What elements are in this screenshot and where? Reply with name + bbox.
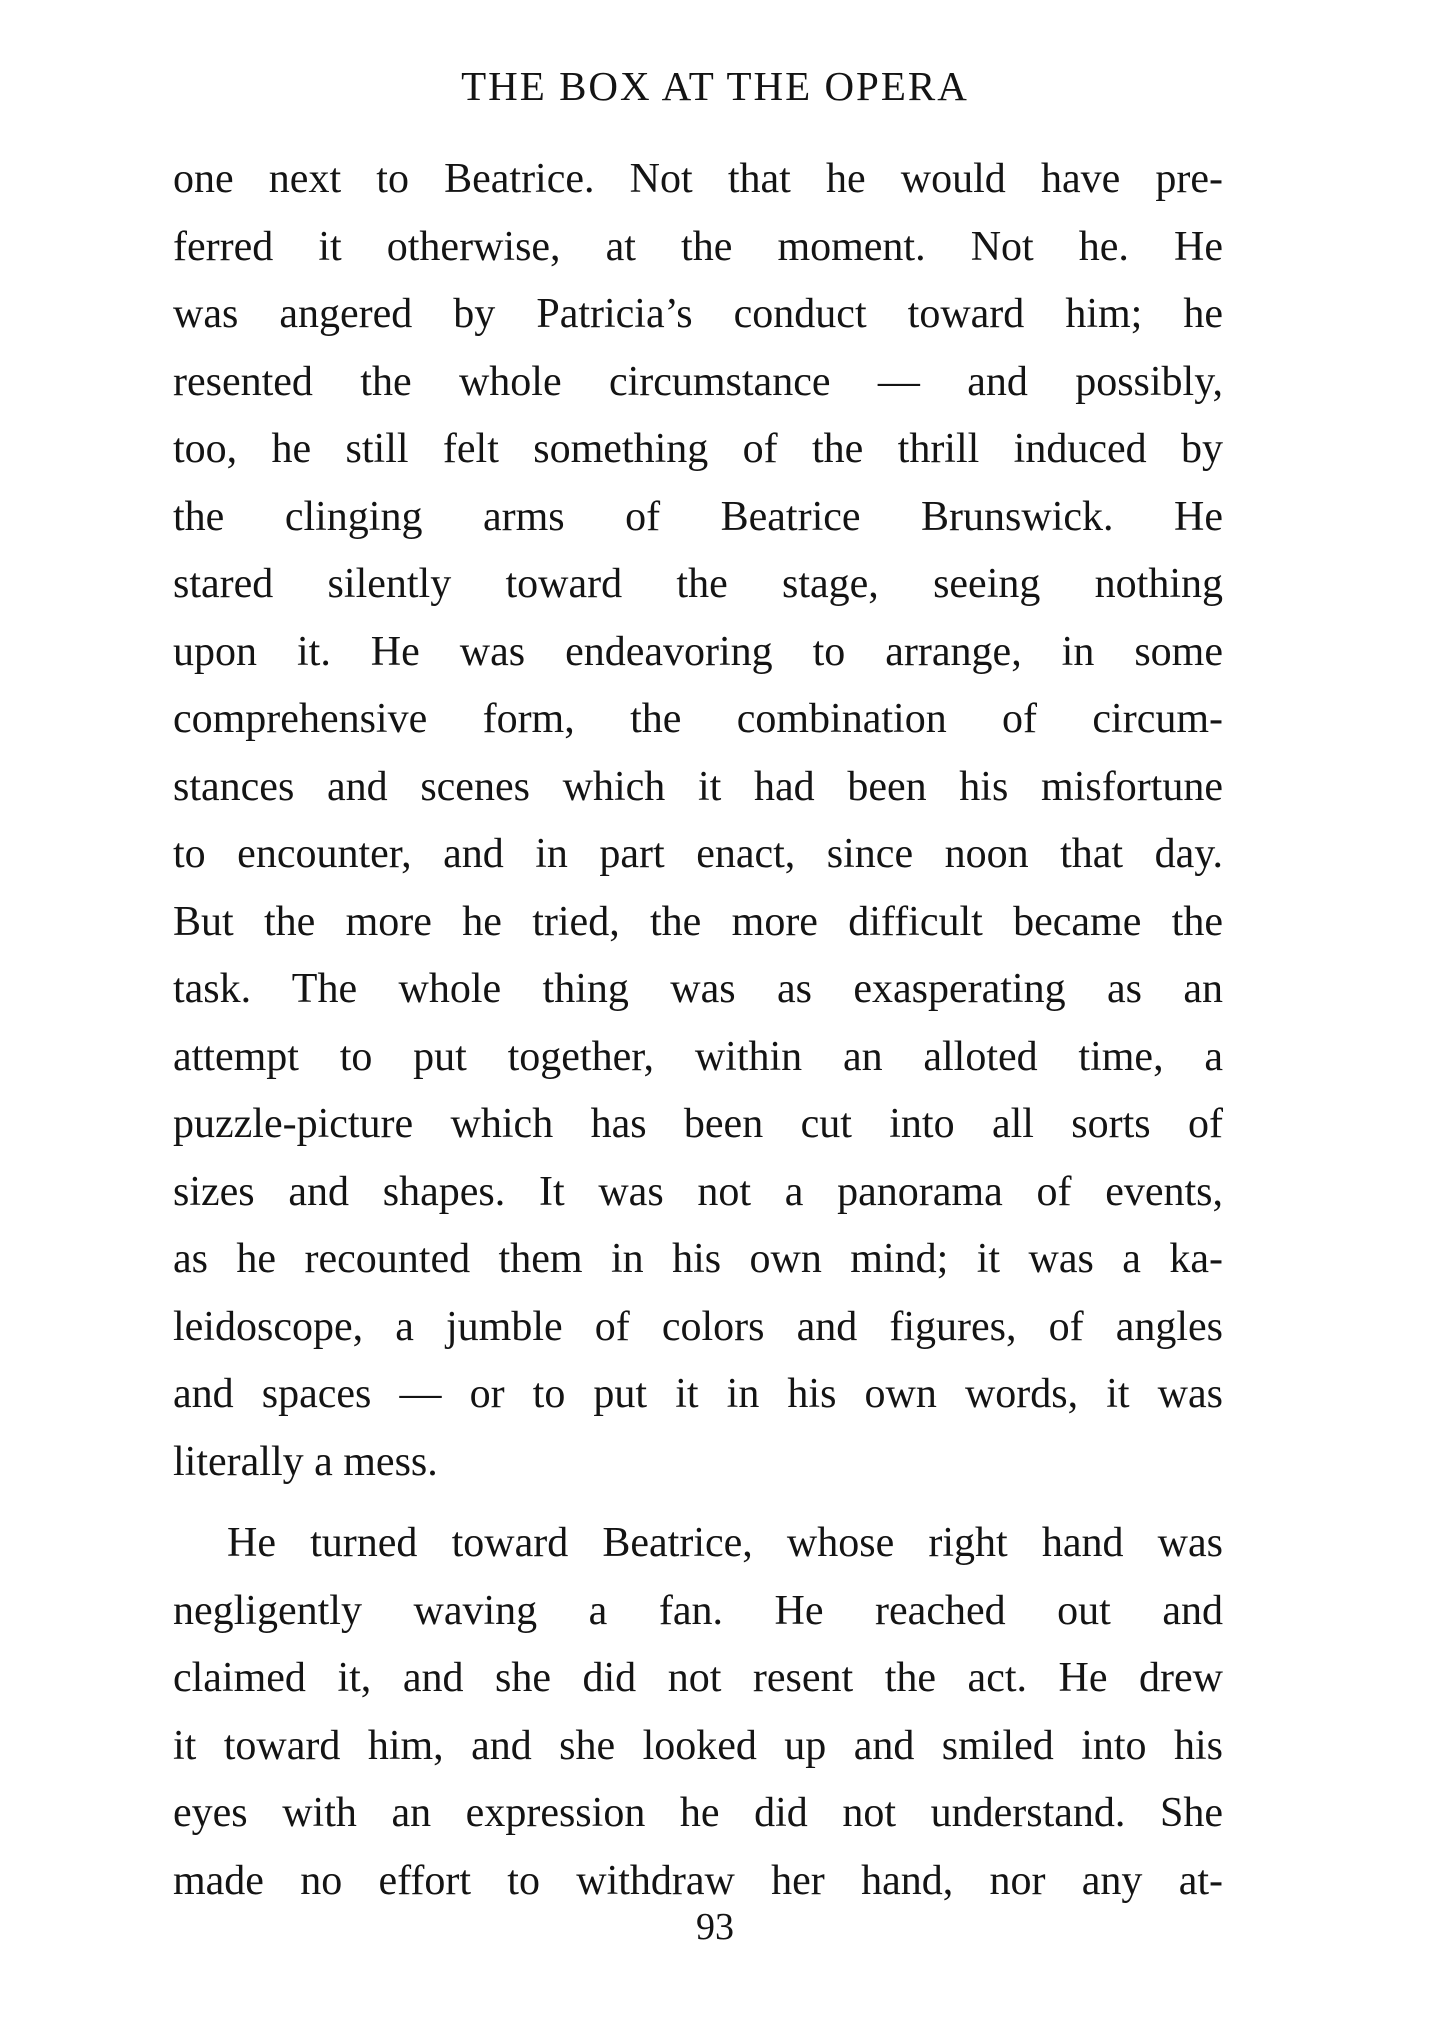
paragraph-gap xyxy=(173,1496,1223,1510)
text-line: made no effort to withdraw her hand, nor any at- xyxy=(173,1857,1223,1904)
text-line: stances and scenes which it had been his misfortune xyxy=(173,763,1223,810)
text-line: He turned toward Beatrice, whose right hand was xyxy=(227,1520,1223,1566)
text-line: stared silently toward the stage, seeing nothing xyxy=(173,561,1223,607)
text-line: But the more he tried, the more difficult became the xyxy=(173,898,1223,945)
body-text xyxy=(173,146,1223,1915)
text-line: negligently waving a fan. He reached out and xyxy=(173,1587,1223,1634)
text-line: resented the whole circumstance — and possibly, xyxy=(173,358,1223,405)
text-line: eyes with an expression he did not understand. She xyxy=(173,1790,1223,1836)
text-line: ferred it otherwise, at the moment. Not he. He xyxy=(173,223,1223,270)
text-line: comprehensive form, the combination of circum- xyxy=(173,696,1223,742)
running-head: THE BOX AT THE OPERA xyxy=(461,63,969,109)
text-line: and spaces — or to put it in his own words, it was xyxy=(173,1371,1223,1417)
text-line: was angered by Patricia’s conduct toward him; he xyxy=(173,291,1223,337)
text-line: sizes and shapes. It was not a panorama of events, xyxy=(173,1168,1223,1215)
text-line: upon it. He was endeavoring to arrange, in some xyxy=(173,628,1223,675)
text-line: leidoscope, a jumble of colors and figures, of angles xyxy=(173,1303,1223,1350)
text-line: the clinging arms of Beatrice Brunswick. He xyxy=(173,493,1223,540)
text-line: puzzle-picture which has been cut into all sorts of xyxy=(173,1101,1223,1147)
text-line: literally a mess. xyxy=(173,1438,438,1485)
text-line: to encounter, and in part enact, since noon that day. xyxy=(173,831,1223,877)
text-line: task. The whole thing was as exasperating as an xyxy=(173,966,1223,1012)
text-line: as he recounted them in his own mind; it was a ka- xyxy=(173,1236,1223,1282)
text-line: claimed it, and she did not resent the act. He drew xyxy=(173,1655,1223,1701)
text-line: attempt to put together, within an alloted time, a xyxy=(173,1033,1223,1080)
text-line: it toward him, and she looked up and smiled into his xyxy=(173,1722,1223,1769)
page-number: 93 xyxy=(696,1906,734,1948)
text-line: one next to Beatrice. Not that he would have pre- xyxy=(173,156,1223,202)
text-line: too, he still felt something of the thrill induced by xyxy=(173,426,1223,472)
